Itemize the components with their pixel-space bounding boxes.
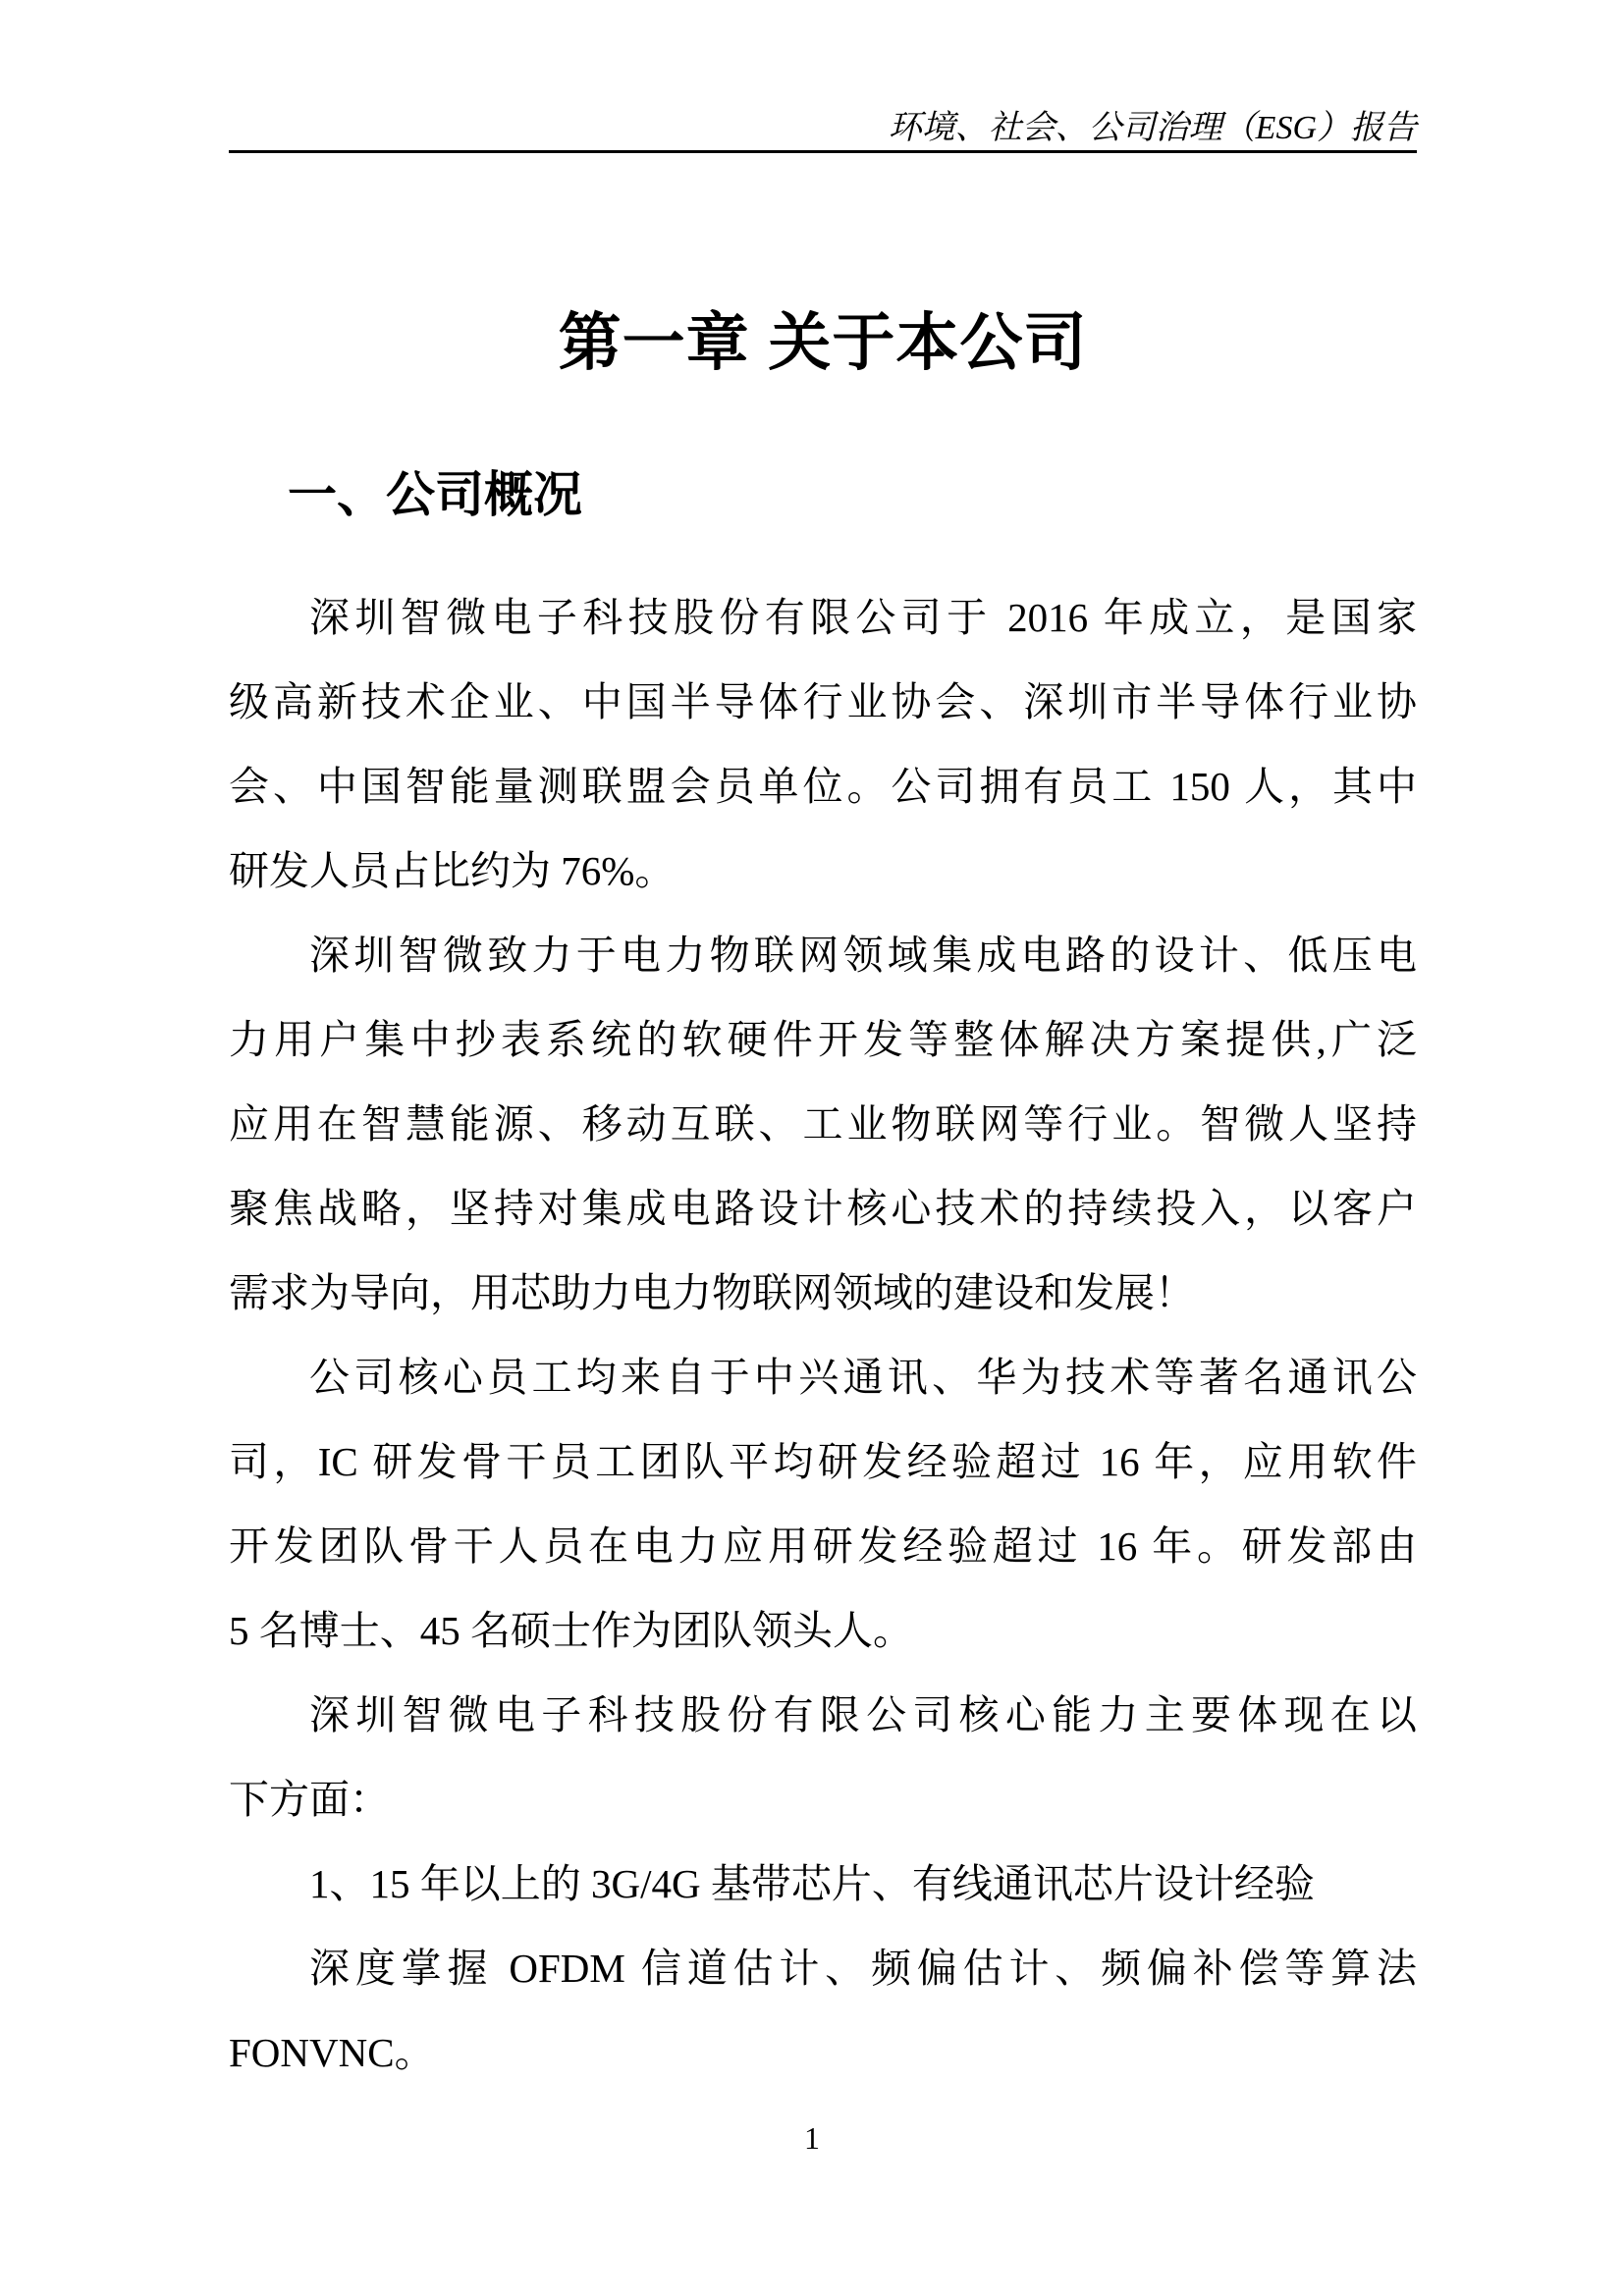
body-line: 下方面： xyxy=(229,1777,390,1822)
body-line: 会、中国智能量测联盟会员单位。公司拥有员工 150 人，其中 xyxy=(229,764,1417,809)
page-number: 1 xyxy=(804,2120,820,2156)
body-line: 研发人员占比约为 76%。 xyxy=(229,848,676,893)
body-line: 深圳智微电子科技股份有限公司于 2016 年成立，是国家 xyxy=(309,595,1417,640)
body-line: 开发团队骨干人员在电力应用研发经验超过 16 年。研发部由 xyxy=(229,1523,1417,1569)
body-line: 力用户集中抄表系统的软硬件开发等整体解决方案提供,广泛 xyxy=(229,1017,1417,1062)
body-text xyxy=(229,575,1417,2095)
body-line: 深度掌握 OFDM 信道估计、频偏估计、频偏补偿等算法 xyxy=(309,1946,1417,1991)
body-line: 应用在智慧能源、移动互联、工业物联网等行业。智微人坚持 xyxy=(229,1101,1417,1147)
body-line: 公司核心员工均来自于中兴通讯、华为技术等著名通讯公 xyxy=(309,1355,1417,1400)
body-line: 司，IC 研发骨干员工团队平均研发经验超过 16 年，应用软件 xyxy=(229,1439,1417,1484)
body-line: 深圳智微致力于电力物联网领域集成电路的设计、低压电 xyxy=(309,933,1417,978)
body-line: 深圳智微电子科技股份有限公司核心能力主要体现在以 xyxy=(309,1692,1417,1737)
body-line: FONVNC。 xyxy=(229,2030,435,2075)
header-rule xyxy=(229,150,1417,153)
body-line: 聚焦战略，坚持对集成电路设计核心技术的持续投入，以客户 xyxy=(229,1186,1417,1231)
body-line: 需求为导向，用芯助力电力物联网领域的建设和发展！ xyxy=(229,1270,1195,1315)
body-line: 1、15 年以上的 3G/4G 基带芯片、有线通讯芯片设计经验 xyxy=(309,1861,1315,1906)
body-line: 5 名博士、45 名硕士作为团队领头人。 xyxy=(229,1608,913,1653)
report-header-title: 环境、社会、公司治理（ESG）报告 xyxy=(888,110,1417,146)
section-heading: 一、公司概况 xyxy=(288,467,582,522)
chapter-title: 第一章 关于本公司 xyxy=(558,307,1088,378)
body-line: 级高新技术企业、中国半导体行业协会、深圳市半导体行业协 xyxy=(229,679,1417,724)
